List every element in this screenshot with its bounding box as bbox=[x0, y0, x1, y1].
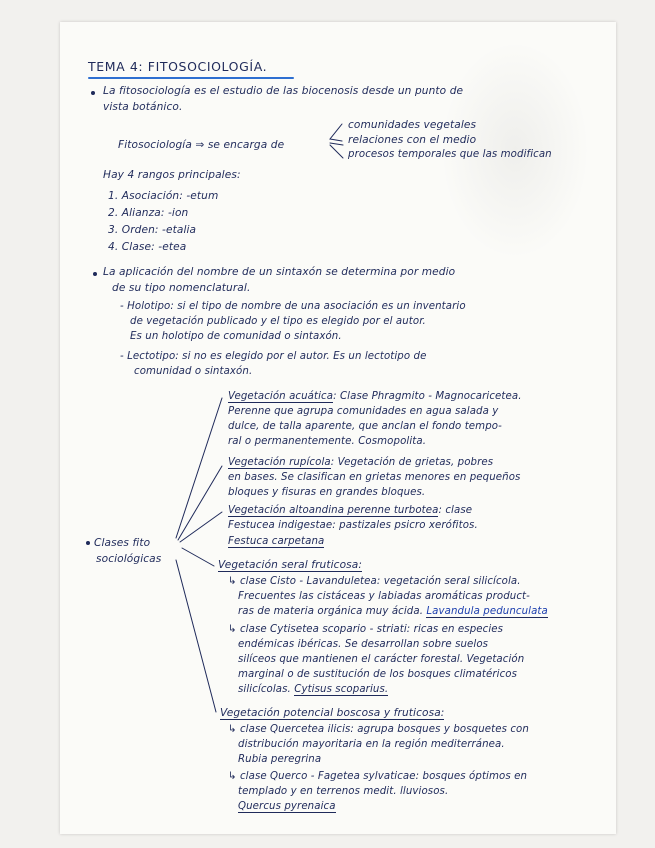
rank-item: 2. Alianza: -ion bbox=[108, 207, 189, 219]
seral-cytisetea-text: silicícolas. bbox=[238, 684, 291, 695]
classes-label-1 bbox=[86, 536, 150, 550]
rupicola-line: en bases. Se clasifican en grietas menores en pequeños bbox=[228, 472, 521, 483]
acuatica-heading: Vegetación acuática bbox=[228, 391, 334, 402]
acuatica-heading-line bbox=[228, 390, 522, 404]
seral-cytisetea-line: endémicas ibéricas. Se desarrollan sobre suelos bbox=[238, 639, 489, 650]
holotipo-line: - Holotipo: si el tipo de nombre de una asociación es un inventario bbox=[120, 301, 466, 312]
boscosa-querco-line: ↳ clase Quercetea ilicis: agrupa bosques y bosquetes con bbox=[228, 724, 529, 735]
seral-cytisetea-line bbox=[238, 683, 388, 697]
title-underline bbox=[88, 77, 294, 79]
boscosa-fagetea-line: ↳ clase Querco - Fagetea sylvaticae: bosques óptimos en bbox=[228, 771, 528, 782]
ranks-heading: Hay 4 rangos principales: bbox=[103, 169, 241, 181]
seral-cytisetea-line: ↳ clase Cytisetea scopario - striati: ricas en especies bbox=[228, 624, 504, 635]
lavandula-species: Lavandula pedunculata bbox=[426, 606, 548, 617]
seral-cytisetea-line: marginal o de sustitución de los bosques climatéricos bbox=[238, 669, 518, 680]
bullet bbox=[86, 541, 90, 545]
rank-item: 4. Clase: -etea bbox=[108, 241, 187, 253]
rupicola-line: bloques y fisuras en grandes bloques. bbox=[228, 487, 426, 498]
definition-item: relaciones con el medio bbox=[348, 134, 477, 146]
bullet bbox=[93, 272, 97, 276]
boscosa-querco-line: distribución mayoritaria en la región mediterránea. bbox=[238, 739, 505, 750]
definition-lhs: Fitosociología ⇒ se encarga de bbox=[118, 139, 285, 151]
intro-line-1: La fitosociología es el estudio de las biocenosis desde un punto de bbox=[103, 85, 464, 97]
acuatica-line: dulce, de talla aparente, que anclan el fondo tempo- bbox=[228, 421, 502, 432]
bullet bbox=[91, 91, 95, 95]
nomenclature-line-2: de su tipo nomenclatural. bbox=[112, 282, 251, 294]
altoandina-heading: Vegetación altoandina perenne turbotea bbox=[228, 505, 439, 516]
holotipo-line: de vegetación publicado y el tipo es elegido por el autor. bbox=[130, 316, 426, 327]
seral-cisto-line: ↳ clase Cisto - Lavanduletea: vegetación seral silicícola. bbox=[228, 576, 521, 587]
boscosa-heading-line bbox=[220, 706, 444, 720]
lectotipo-line: - Lectotipo: si no es elegido por el autor. Es un lectotipo de bbox=[120, 351, 427, 362]
altoandina-rest: : clase bbox=[438, 505, 473, 516]
lectotipo-line: comunidad o sintaxón. bbox=[134, 366, 253, 377]
definition-item: procesos temporales que las modifican bbox=[348, 149, 552, 160]
boscosa-fagetea-line: templado y en terrenos medit. lluviosos. bbox=[238, 786, 449, 797]
nomenclature-line-1: La aplicación del nombre de un sintaxón se determina por medio bbox=[103, 266, 456, 278]
cytisus-species: Cytisus scoparius. bbox=[294, 684, 389, 695]
seral-cisto-text: ras de materia orgánica muy ácida. bbox=[238, 606, 424, 617]
rank-item: 3. Orden: -etalia bbox=[108, 224, 197, 236]
seral-cytisetea-line: silíceos que mantienen el carácter forestal. Vegetación bbox=[238, 654, 525, 665]
rupicola-heading: Vegetación rupícola bbox=[228, 457, 331, 468]
holotipo-line: Es un holotipo de comunidad o sintaxón. bbox=[130, 331, 342, 342]
acuatica-line: ral o permanentemente. Cosmopolita. bbox=[228, 436, 427, 447]
quercus-species bbox=[238, 800, 336, 814]
quercus-species-text: Quercus pyrenaica bbox=[238, 801, 336, 812]
seral-cisto-line bbox=[238, 605, 548, 619]
altoandina-line: Festucea indigestae: pastizales psicro xerófitos. bbox=[228, 520, 478, 531]
classes-label-2: sociológicas bbox=[96, 553, 162, 565]
altoandina-species bbox=[228, 535, 324, 549]
acuatica-line: Perenne que agrupa comunidades en agua salada y bbox=[228, 406, 499, 417]
seral-cisto-line: Frecuentes las cistáceas y labiadas aromáticas product- bbox=[238, 591, 530, 602]
rubia-species: Rubia peregrina bbox=[238, 754, 322, 765]
rupicola-heading-line bbox=[228, 456, 493, 470]
boscosa-heading: Vegetación potencial boscosa y fruticosa: bbox=[220, 707, 445, 719]
seral-heading: Vegetación seral fruticosa: bbox=[218, 559, 363, 571]
definition-item: comunidades vegetales bbox=[348, 119, 477, 131]
rank-item: 1. Asociación: -etum bbox=[108, 190, 219, 202]
altoandina-species-text: Festuca carpetana bbox=[228, 536, 325, 547]
classes-label-text: Clases fito bbox=[94, 537, 151, 549]
seral-heading-line bbox=[218, 558, 362, 572]
page-title: TEMA 4: FITOSOCIOLOGÍA. bbox=[88, 59, 268, 74]
rupicola-rest: : Vegetación de grietas, pobres bbox=[330, 457, 494, 468]
altoandina-heading-line bbox=[228, 504, 472, 518]
intro-line-2: vista botánico. bbox=[103, 101, 183, 113]
acuatica-rest: : Clase Phragmito - Magnocaricetea. bbox=[333, 391, 522, 402]
